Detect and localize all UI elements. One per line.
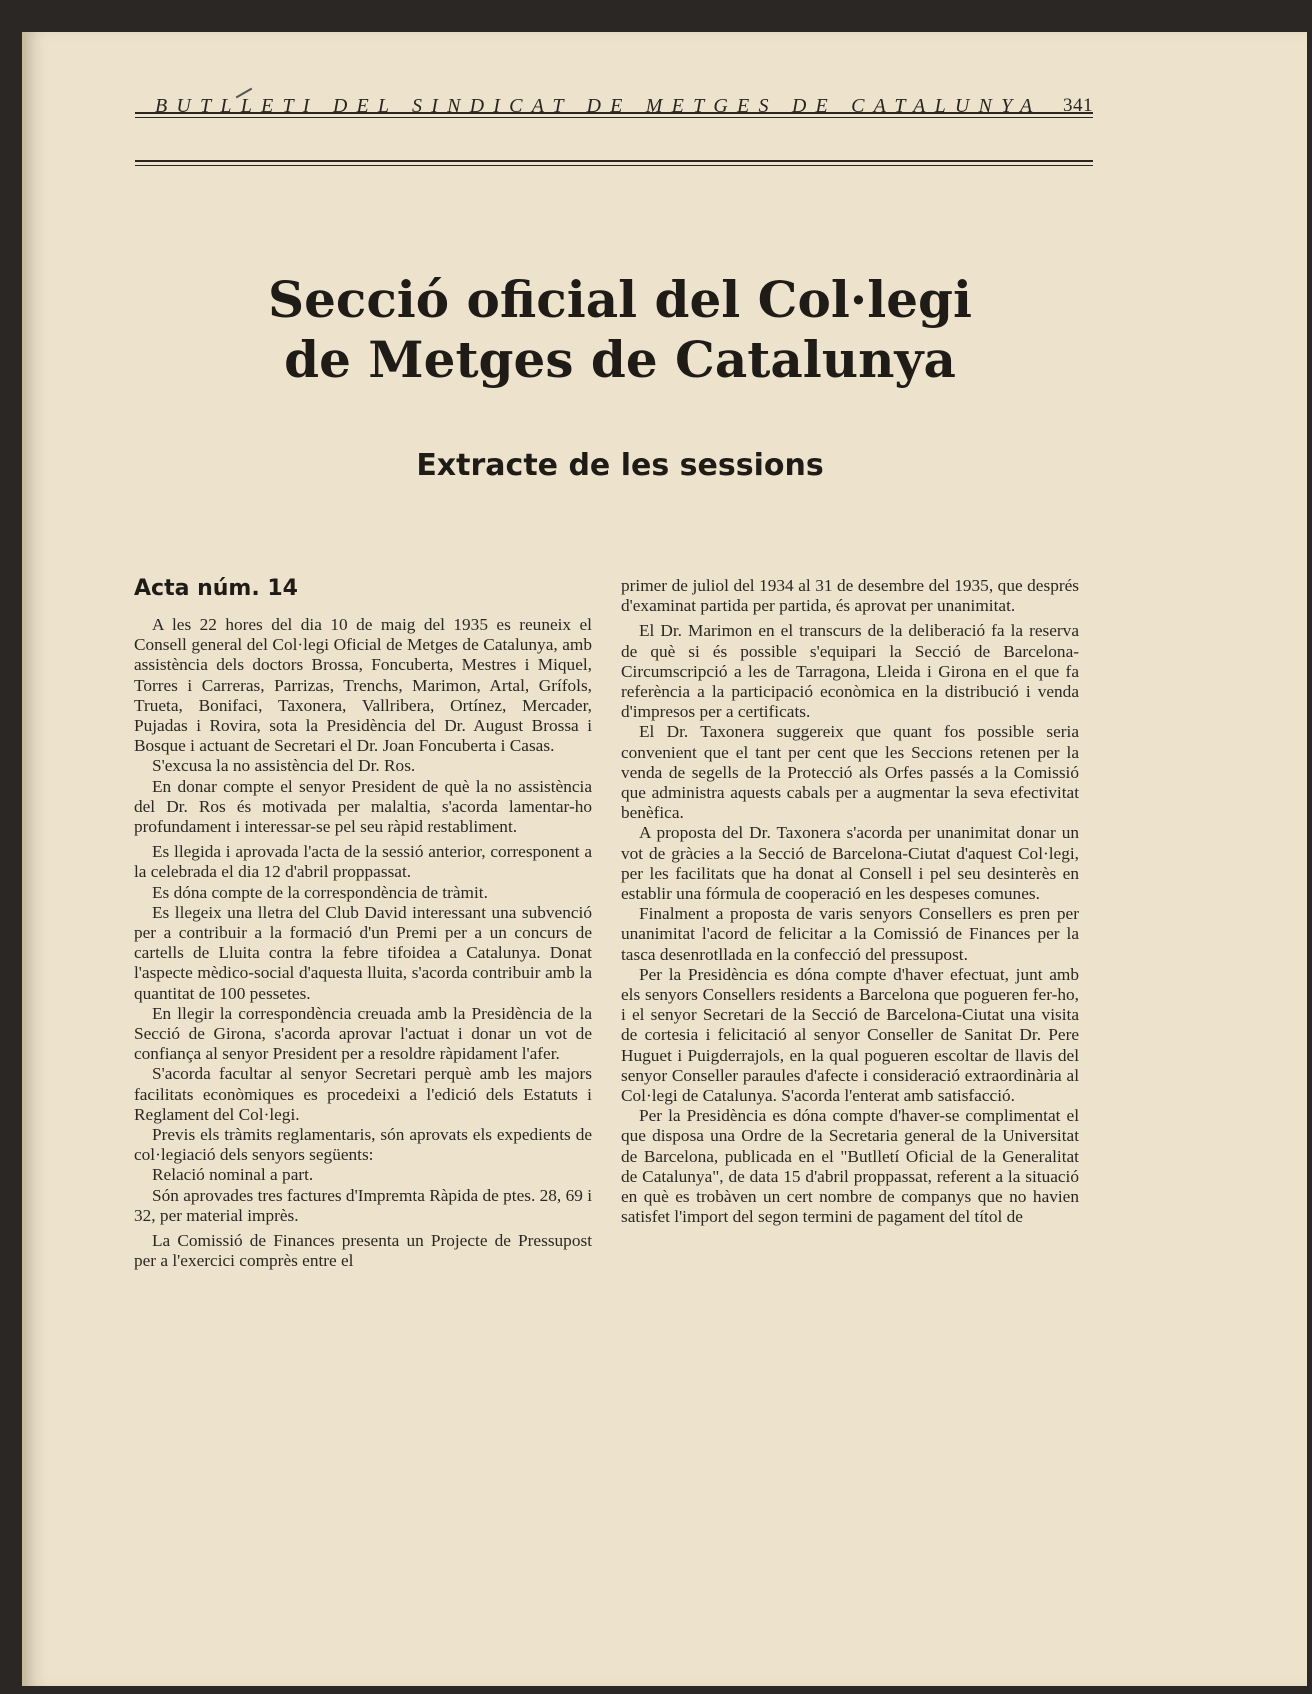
- running-title: BUTLLETI DEL SINDICAT DE METGES DE CATALUNYA: [155, 95, 1042, 117]
- acta-heading: Acta núm. 14: [134, 576, 298, 601]
- header-rule-bottom-thin: [135, 165, 1093, 166]
- section-subtitle: Extracte de les sessions: [416, 448, 824, 483]
- paragraph: Relació nominal a part.: [152, 1165, 314, 1185]
- header-rule-bottom: [135, 160, 1093, 162]
- paragraph: Previs els tràmits reglamentaris, són aprovats els expedients de col·legiació dels senyors següents:: [134, 1125, 592, 1165]
- page-title: [200, 270, 1040, 390]
- left-column: [134, 615, 592, 1272]
- title-line-1: Secció oficial del Col·legi: [268, 270, 972, 329]
- paragraph: S'excusa la no assistència del Dr. Ros.: [152, 756, 416, 776]
- paragraph: Per la Presidència es dóna compte d'haver efectuat, junt amb els senyors Consellers residents a Barcelona que pogueren fer-ho, i el senyor Secretari de la Secció de Barcelona-Ciutat una visita de cortesia i felicitació al senyor Conseller de Sanitat Dr. Pere Huguet i Puigderrajols, en la qual pogueren escoltar de llavis del senyor Conseller paraules d'afecte i consideració extraordinària al Col·legi de Catalunya. S'acorda l'enterat amb satisfacció.: [621, 964, 1079, 1106]
- paragraph: A proposta del Dr. Taxonera s'acorda per unanimitat donar un vot de gràcies a la Secció de Barcelona-Ciutat d'aquest Col·legi, per les facilitats que ha donat al Consell i pel seu desinterès en establir una fórmula de cooperació en les despeses comunes.: [621, 823, 1079, 904]
- paragraph: El Dr. Marimon en el transcurs de la deliberació fa la reserva de què si és possible s'equipari la Secció de Barcelona-Circumscripció a les de Tarragona, Lleida i Girona en el que fa referència a la participació econòmica en la distribució i venda d'impresos per a certificats.: [621, 621, 1079, 722]
- running-header: [135, 95, 1093, 125]
- paragraph: primer de juliol del 1934 al 31 de desembre del 1935, que després d'examinat partida per partida, és aprovat per unanimitat.: [621, 576, 1079, 616]
- paragraph: S'acorda facultar al senyor Secretari perquè amb les majors facilitats econòmiques es procedeixi a l'edició dels Estatuts i Reglament del Col·legi.: [134, 1064, 592, 1124]
- paragraph: En donar compte el senyor President de què la no assistència del Dr. Ros és motivada per malaltia, s'acorda lamentar-ho profundament i interessar-se pel seu ràpid restabliment.: [134, 776, 592, 837]
- paragraph: Es dóna compte de la correspondència de tràmit.: [152, 882, 488, 902]
- page-number: 341: [1063, 95, 1093, 116]
- paragraph: En llegir la correspondència creuada amb la Presidència de la Secció de Girona, s'acorda aprovar l'actuat i donar un vot de confiança al senyor President per a resoldre ràpidament l'afer.: [134, 1003, 592, 1064]
- paragraph: A les 22 hores del dia 10 de maig del 1935 es reuneix el Consell general del Col·legi Oficial de Metges de Catalunya, amb assistència dels doctors Brossa, Foncuberta, Mestres i Miquel, Torres i Carreras, Parrizas, Trenchs, Marimon, Artal, Grífols, Trueta, Bonifaci, Taxonera, Vallribera, Ortínez, Mercader, Pujadas i Rovira, sota la Presidència del Dr. August Brossa i Bosque i actuant de Secretari el Dr. Joan Foncuberta i Casas.: [134, 615, 592, 756]
- paragraph: Per la Presidència es dóna compte d'haver-se complimentat el que disposa una Ordre de la Secretaria general de la Universitat de Barcelona, publicada en el "Butlletí Oficial de la Generalitat de Catalunya", de data 15 d'abril proppassat, referent a la situació en què es trobàven un cert nombre de companys que no havien satisfet l'import del segon termini de pagament del títol de: [621, 1106, 1079, 1227]
- paragraph: El Dr. Taxonera suggereix que quant fos possible seria convenient que el tant per cent que les Seccions retenen per la venda de segells de la Protecció als Orfes passés a la Comissió que administra aquests cabals per a augmentar la seva efectivitat benèfica.: [621, 722, 1079, 823]
- paragraph: Finalment a proposta de varis senyors Consellers es pren per unanimitat l'acord de felicitar a la Comissió de Finances per la tasca desenrotllada en la confecció del pressupost.: [621, 904, 1079, 964]
- paragraph: La Comissió de Finances presenta un Projecte de Pressupost per a l'exercici comprès entre el: [134, 1231, 592, 1271]
- paragraph: Es llegida i aprovada l'acta de la sessió anterior, corresponent a la celebrada el dia 12 d'abril proppassat.: [134, 842, 592, 882]
- paragraph: Es llegeix una lletra del Club David interessant una subvenció per a contribuir a la formació d'un Premi per a un concurs de cartells de Lluita contra la febre tifoidea a Catalunya. Donat l'aspecte mèdico-social d'aquesta lluita, s'acorda contribuir amb la quantitat de 100 pessetes.: [134, 902, 592, 1003]
- right-column: [621, 576, 1079, 1228]
- paragraph: Són aprovades tres factures d'Impremta Ràpida de ptes. 28, 69 i 32, per material imprès.: [134, 1185, 592, 1225]
- title-line-2: de Metges de Catalunya: [284, 330, 956, 389]
